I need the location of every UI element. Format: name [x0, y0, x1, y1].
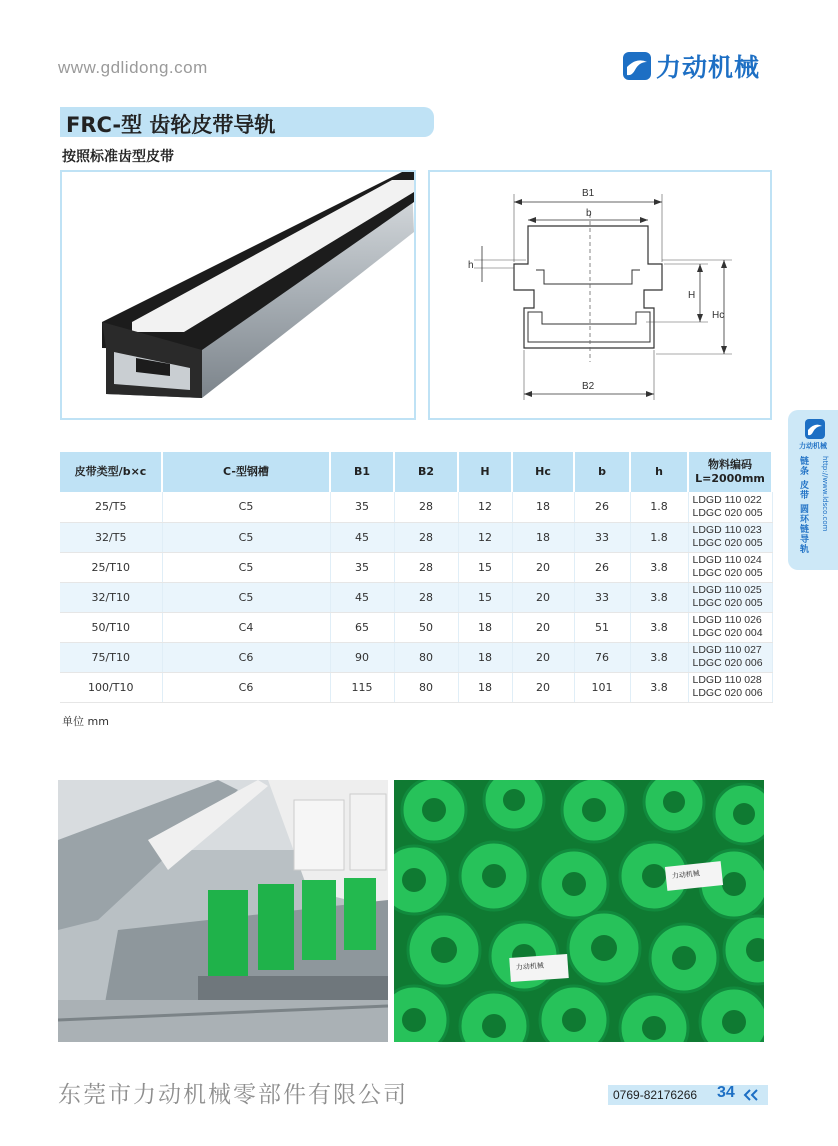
- cell-type: 32/T5: [60, 522, 162, 552]
- table-row: [60, 582, 772, 612]
- header-b1: B1: [330, 452, 394, 492]
- unit-note: 单位 mm: [62, 715, 109, 728]
- green-parts-photo: [394, 780, 764, 1042]
- cell-type: 25/T10: [60, 552, 162, 582]
- cell-b2: 28: [394, 522, 458, 552]
- tag-label: 力动机械: [515, 961, 545, 972]
- cell-H: 12: [458, 492, 512, 522]
- label-h: h: [468, 260, 474, 271]
- cell-code: [688, 672, 772, 702]
- brand-name: 力动机械: [656, 53, 761, 82]
- side-category-text: 链条 皮带 圆环链导轨: [798, 456, 808, 555]
- cell-channel: C5: [162, 552, 330, 582]
- company-name: 东莞市力动机械零部件有限公司: [58, 1082, 408, 1108]
- code-line: LDGC 020 005: [692, 537, 763, 549]
- cell-b: 26: [574, 552, 630, 582]
- side-url: http://www.ldsco.com: [821, 456, 829, 532]
- side-logo-icon: [804, 418, 826, 440]
- cell-hc: 20: [512, 672, 574, 702]
- cell-b: 33: [574, 582, 630, 612]
- side-brand: 力动机械: [799, 442, 827, 450]
- header-h: h: [630, 452, 688, 492]
- cell-type: 25/T5: [60, 492, 162, 522]
- code-line: LDGC 020 006: [692, 687, 763, 699]
- label-b: b: [586, 208, 592, 219]
- cell-h: 3.8: [630, 612, 688, 642]
- header-belt-type: 皮带类型/b×c: [60, 452, 162, 492]
- table-header-row: [60, 452, 772, 492]
- code-line: LDGC 020 006: [692, 657, 763, 669]
- cell-code: [688, 612, 772, 642]
- cell-type: 50/T10: [60, 612, 162, 642]
- table-row: [60, 672, 772, 702]
- cell-hc: 20: [512, 582, 574, 612]
- chevron-left-icon: [742, 1088, 762, 1102]
- cell-h: 3.8: [630, 672, 688, 702]
- cell-b2: 50: [394, 612, 458, 642]
- guide-rail-illustration: [62, 172, 414, 418]
- dimension-drawing: [430, 172, 770, 418]
- cell-b2: 28: [394, 492, 458, 522]
- cell-h: 1.8: [630, 522, 688, 552]
- machine-illustration: [58, 780, 388, 1042]
- label-H: H: [688, 290, 696, 301]
- header-hc: Hc: [512, 452, 574, 492]
- cell-h: 3.8: [630, 582, 688, 612]
- cell-b: 101: [574, 672, 630, 702]
- brand: [622, 48, 760, 84]
- cell-code: [688, 492, 772, 522]
- cell-code: [688, 522, 772, 552]
- cell-type: 32/T10: [60, 582, 162, 612]
- product-photo: [60, 170, 416, 420]
- code-line: LDGD 110 027: [692, 644, 762, 656]
- cell-b2: 28: [394, 582, 458, 612]
- cell-channel: C5: [162, 492, 330, 522]
- table-row: [60, 642, 772, 672]
- table-row: [60, 612, 772, 642]
- cell-b: 26: [574, 492, 630, 522]
- phone-number: 0769-82176266: [613, 1088, 698, 1102]
- section-subtitle: 按照标准齿型皮带: [62, 149, 174, 165]
- code-line: LDGD 110 025: [692, 584, 762, 596]
- table-row: [60, 522, 772, 552]
- code-line: LDGD 110 026: [692, 614, 762, 626]
- code-line: LDGC 020 005: [692, 567, 763, 579]
- cell-channel: C5: [162, 582, 330, 612]
- code-line: LDGD 110 028: [692, 674, 762, 686]
- section-title-bar: [60, 107, 434, 137]
- cell-channel: C6: [162, 642, 330, 672]
- label-Hc: Hc: [712, 310, 725, 321]
- tag-label: 力动机械: [671, 869, 701, 881]
- page-number: 34: [717, 1084, 735, 1101]
- header-b2: B2: [394, 452, 458, 492]
- cell-H: 18: [458, 642, 512, 672]
- cross-section-diagram: [428, 170, 772, 420]
- cell-h: 3.8: [630, 642, 688, 672]
- brand-logo-icon: [622, 51, 652, 81]
- header-b: b: [574, 452, 630, 492]
- code-line: LDGD 110 024: [692, 554, 762, 566]
- cell-code: [688, 552, 772, 582]
- cell-hc: 20: [512, 612, 574, 642]
- cell-hc: 20: [512, 552, 574, 582]
- machine-photo: [58, 780, 388, 1042]
- cell-h: 1.8: [630, 492, 688, 522]
- cell-channel: C5: [162, 522, 330, 552]
- table-row: [60, 492, 772, 522]
- cell-code: [688, 642, 772, 672]
- cell-hc: 18: [512, 492, 574, 522]
- cell-b1: 45: [330, 582, 394, 612]
- cell-H: 15: [458, 582, 512, 612]
- cell-b1: 35: [330, 492, 394, 522]
- green-parts-illustration: [394, 780, 764, 1042]
- cell-hc: 18: [512, 522, 574, 552]
- code-line: LDGC 020 005: [692, 597, 763, 609]
- cell-b: 33: [574, 522, 630, 552]
- header-material-code: 物料编码 L=2000mm: [688, 452, 772, 492]
- cell-H: 12: [458, 522, 512, 552]
- cell-b1: 115: [330, 672, 394, 702]
- code-line: LDGD 110 023: [692, 524, 762, 536]
- cell-H: 18: [458, 672, 512, 702]
- label-B2: B2: [582, 381, 595, 392]
- cell-H: 15: [458, 552, 512, 582]
- header-channel: C-型钢槽: [162, 452, 330, 492]
- cell-channel: C4: [162, 612, 330, 642]
- cell-b1: 35: [330, 552, 394, 582]
- label-B1: B1: [582, 188, 595, 199]
- table-row: [60, 552, 772, 582]
- cell-hc: 20: [512, 642, 574, 672]
- cell-b2: 28: [394, 552, 458, 582]
- side-category-tab: [788, 410, 838, 570]
- cell-b: 51: [574, 612, 630, 642]
- cell-b2: 80: [394, 672, 458, 702]
- cell-H: 18: [458, 612, 512, 642]
- header-H: H: [458, 452, 512, 492]
- cell-b2: 80: [394, 642, 458, 672]
- cell-h: 3.8: [630, 552, 688, 582]
- code-line: LDGC 020 004: [692, 627, 763, 639]
- cell-b1: 45: [330, 522, 394, 552]
- cell-type: 75/T10: [60, 642, 162, 672]
- cell-b1: 65: [330, 612, 394, 642]
- code-line: LDGC 020 005: [692, 506, 763, 519]
- cell-b1: 90: [330, 642, 394, 672]
- cell-b: 76: [574, 642, 630, 672]
- spec-table: [60, 452, 773, 703]
- code-line: LDGD 110 022: [692, 493, 762, 506]
- cell-type: 100/T10: [60, 672, 162, 702]
- cell-channel: C6: [162, 672, 330, 702]
- website-url: www.gdlidong.com: [58, 58, 208, 77]
- section-title: FRC-型 齿轮皮带导轨: [66, 113, 276, 137]
- cell-code: [688, 582, 772, 612]
